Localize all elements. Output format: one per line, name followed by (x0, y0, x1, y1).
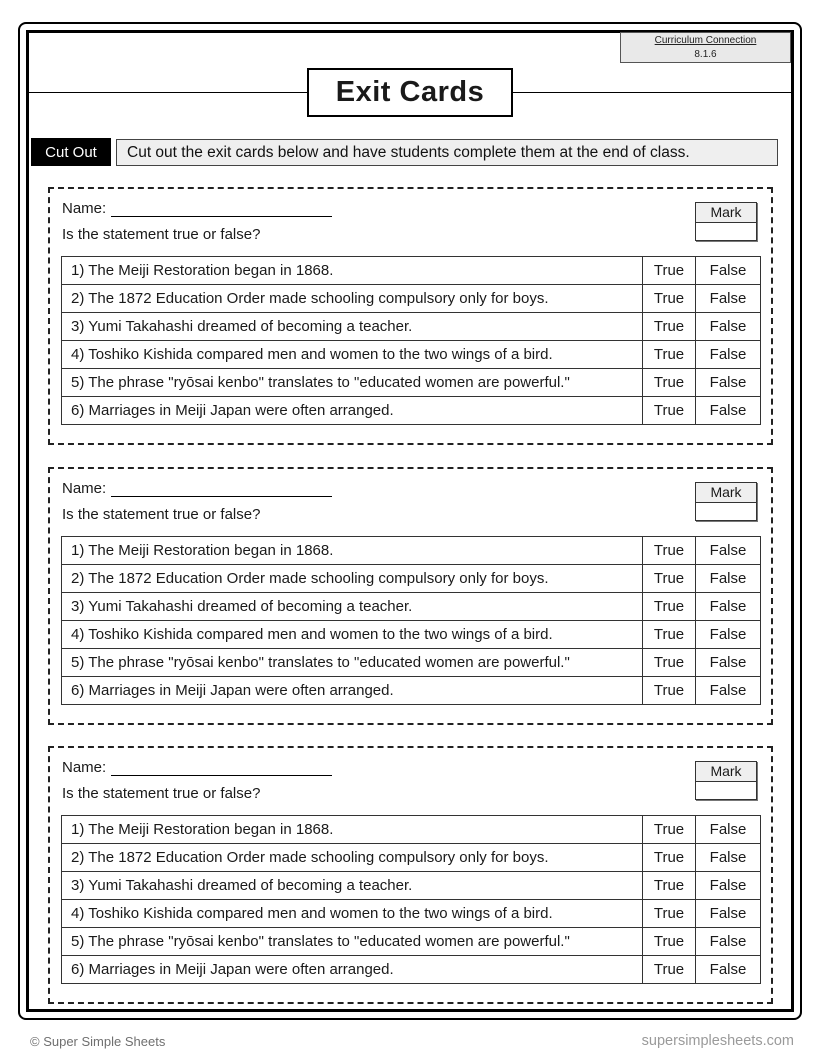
true-cell: True (643, 285, 696, 313)
statement-text: 1) The Meiji Restoration began in 1868. (62, 257, 643, 285)
curriculum-connection-box (620, 32, 791, 63)
exit-card-1 (48, 187, 773, 445)
statement-row (62, 341, 761, 369)
statement-row (62, 257, 761, 285)
false-cell: False (696, 621, 761, 649)
false-cell: False (696, 900, 761, 928)
footer-copyright: © Super Simple Sheets (30, 1034, 166, 1049)
true-cell: True (643, 257, 696, 285)
true-cell: True (643, 369, 696, 397)
mark-value-cell (696, 223, 756, 240)
name-row (62, 759, 332, 776)
true-cell: True (643, 397, 696, 425)
statement-text: 5) The phrase "ryōsai kenbo" translates to "educated women are powerful." (62, 369, 643, 397)
name-row (62, 200, 332, 217)
statement-row (62, 621, 761, 649)
statement-text: 5) The phrase "ryōsai kenbo" translates to "educated women are powerful." (62, 649, 643, 677)
card-prompt: Is the statement true or false? (62, 506, 261, 523)
true-cell: True (643, 565, 696, 593)
statement-text: 5) The phrase "ryōsai kenbo" translates to "educated women are powerful." (62, 928, 643, 956)
statement-row (62, 649, 761, 677)
cut-out-label: Cut Out (31, 138, 111, 166)
mark-header: Mark (696, 762, 756, 782)
curriculum-connection-label: Curriculum Connection (654, 35, 757, 46)
statement-row (62, 369, 761, 397)
statement-text: 2) The 1872 Education Order made schooling compulsory only for boys. (62, 285, 643, 313)
false-cell: False (696, 956, 761, 984)
statement-text: 6) Marriages in Meiji Japan were often arranged. (62, 956, 643, 984)
name-write-line (111, 484, 332, 497)
name-write-line (111, 204, 332, 217)
true-cell: True (643, 649, 696, 677)
true-cell: True (643, 677, 696, 705)
statement-row (62, 537, 761, 565)
true-cell: True (643, 872, 696, 900)
exit-card-3 (48, 746, 773, 1004)
statement-row (62, 872, 761, 900)
statement-row (62, 956, 761, 984)
statement-text: 3) Yumi Takahashi dreamed of becoming a teacher. (62, 872, 643, 900)
statement-row (62, 313, 761, 341)
statement-text: 1) The Meiji Restoration began in 1868. (62, 816, 643, 844)
statement-row (62, 677, 761, 705)
true-cell: True (643, 900, 696, 928)
true-cell: True (643, 313, 696, 341)
true-cell: True (643, 621, 696, 649)
statement-row (62, 900, 761, 928)
statement-row (62, 593, 761, 621)
statements-table (61, 256, 761, 425)
false-cell: False (696, 285, 761, 313)
card-prompt: Is the statement true or false? (62, 226, 261, 243)
false-cell: False (696, 816, 761, 844)
false-cell: False (696, 397, 761, 425)
true-cell: True (643, 844, 696, 872)
footer-website: supersimplesheets.com (641, 1033, 794, 1049)
false-cell: False (696, 257, 761, 285)
statement-row (62, 565, 761, 593)
instruction-text: Cut out the exit cards below and have students complete them at the end of class. (116, 139, 778, 166)
false-cell: False (696, 872, 761, 900)
false-cell: False (696, 649, 761, 677)
statements-table (61, 536, 761, 705)
page-title-box (307, 68, 513, 117)
name-label: Name: (62, 480, 107, 497)
false-cell: False (696, 537, 761, 565)
mark-value-cell (696, 782, 756, 799)
name-write-line (111, 763, 332, 776)
true-cell: True (643, 593, 696, 621)
name-label: Name: (62, 759, 107, 776)
statement-text: 3) Yumi Takahashi dreamed of becoming a teacher. (62, 593, 643, 621)
statement-row (62, 285, 761, 313)
statement-text: 3) Yumi Takahashi dreamed of becoming a teacher. (62, 313, 643, 341)
statement-text: 6) Marriages in Meiji Japan were often arranged. (62, 677, 643, 705)
statement-row (62, 397, 761, 425)
curriculum-code: 8.1.6 (694, 49, 717, 60)
exit-card-2 (48, 467, 773, 725)
false-cell: False (696, 369, 761, 397)
statement-row (62, 816, 761, 844)
false-cell: False (696, 565, 761, 593)
name-label: Name: (62, 200, 107, 217)
statements-table (61, 815, 761, 984)
true-cell: True (643, 816, 696, 844)
name-row (62, 480, 332, 497)
statement-row (62, 844, 761, 872)
false-cell: False (696, 844, 761, 872)
page-title: Exit Cards (335, 76, 485, 108)
mark-box (695, 761, 757, 800)
false-cell: False (696, 593, 761, 621)
true-cell: True (643, 537, 696, 565)
mark-value-cell (696, 503, 756, 520)
true-cell: True (643, 928, 696, 956)
statement-text: 2) The 1872 Education Order made schooling compulsory only for boys. (62, 844, 643, 872)
card-prompt: Is the statement true or false? (62, 785, 261, 802)
false-cell: False (696, 677, 761, 705)
statement-text: 1) The Meiji Restoration began in 1868. (62, 537, 643, 565)
false-cell: False (696, 928, 761, 956)
true-cell: True (643, 341, 696, 369)
statement-text: 2) The 1872 Education Order made schooling compulsory only for boys. (62, 565, 643, 593)
statement-text: 4) Toshiko Kishida compared men and women to the two wings of a bird. (62, 900, 643, 928)
true-cell: True (643, 956, 696, 984)
mark-box (695, 202, 757, 241)
statement-text: 6) Marriages in Meiji Japan were often arranged. (62, 397, 643, 425)
mark-header: Mark (696, 203, 756, 223)
false-cell: False (696, 341, 761, 369)
false-cell: False (696, 313, 761, 341)
statement-text: 4) Toshiko Kishida compared men and women to the two wings of a bird. (62, 621, 643, 649)
mark-box (695, 482, 757, 521)
statement-row (62, 928, 761, 956)
mark-header: Mark (696, 483, 756, 503)
statement-text: 4) Toshiko Kishida compared men and women to the two wings of a bird. (62, 341, 643, 369)
